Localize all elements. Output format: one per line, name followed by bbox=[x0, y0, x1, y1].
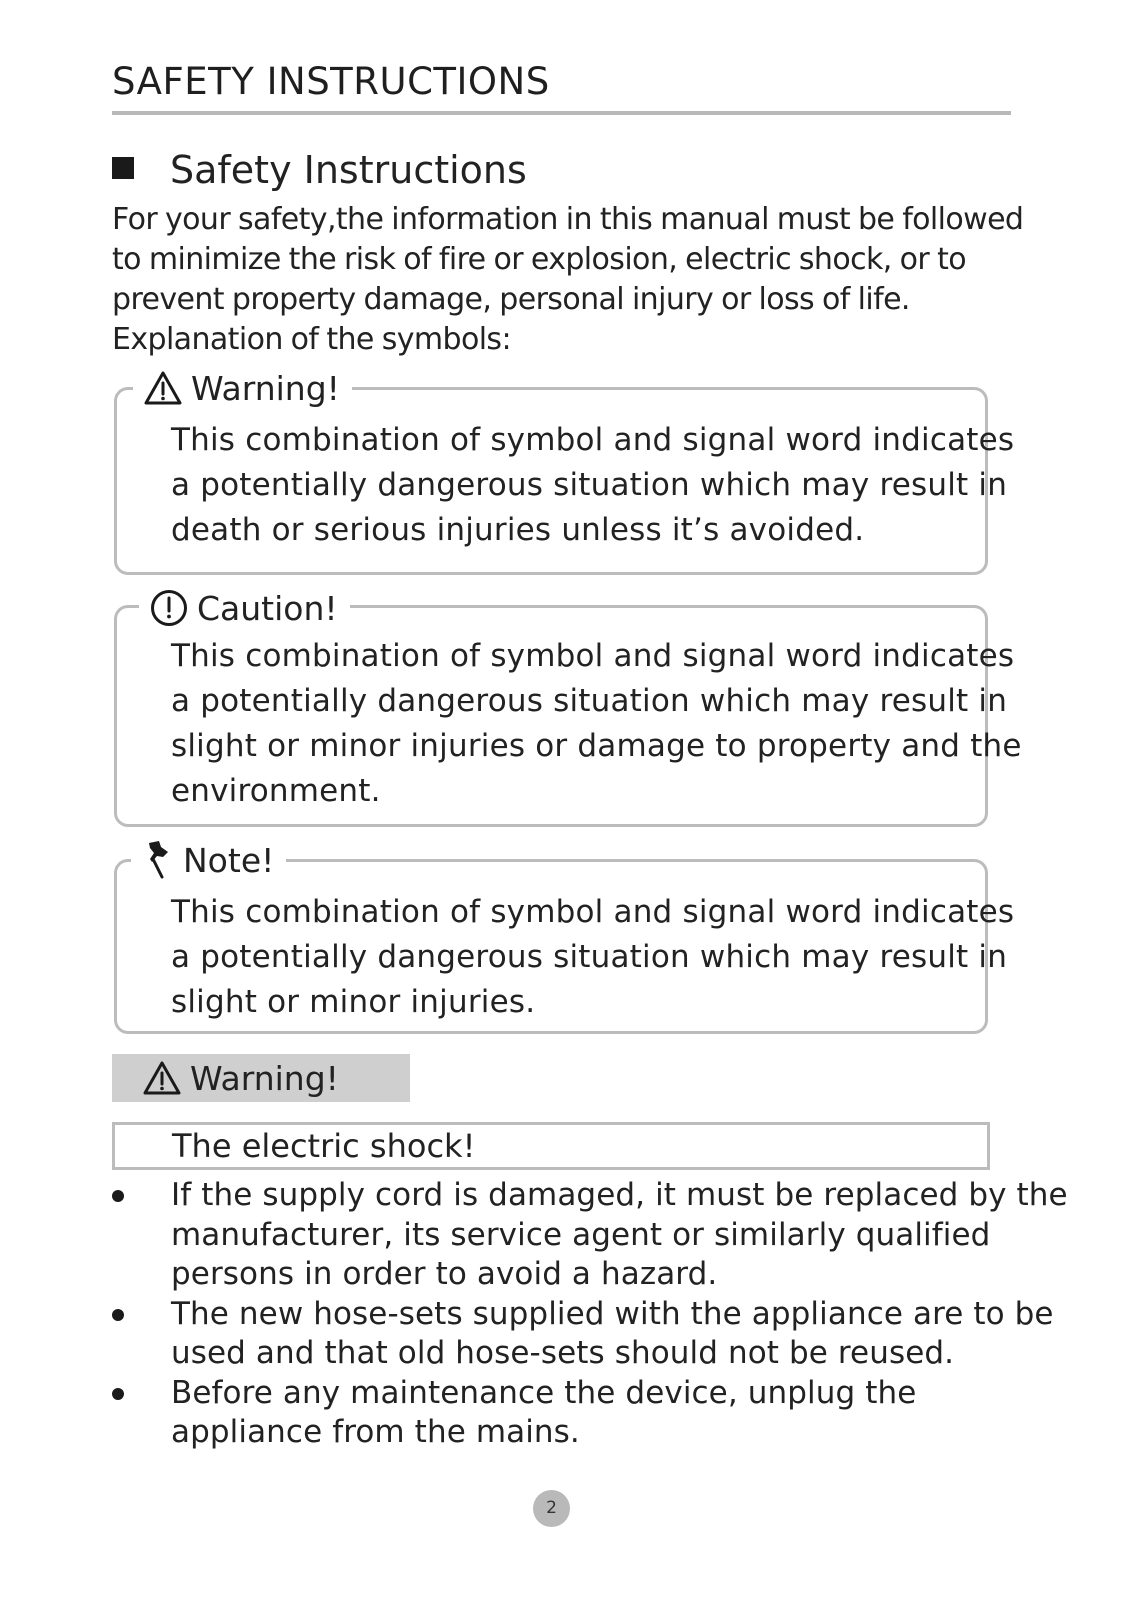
caution-legend bbox=[139, 584, 350, 632]
intro-line: prevent property damage, personal injury or loss of life. bbox=[112, 282, 910, 317]
caution-line: environment. bbox=[171, 773, 381, 809]
note-description bbox=[171, 890, 1015, 1025]
note-line: This combination of symbol and signal word indicates bbox=[171, 894, 1015, 930]
bullet-line: If the supply cord is damaged, it must be replaced by the bbox=[171, 1177, 1068, 1213]
intro-line: to minimize the risk of fire or explosion, electric shock, or to bbox=[112, 242, 966, 277]
caution-line: a potentially dangerous situation which may result in bbox=[171, 683, 1008, 719]
warning-triangle-icon bbox=[142, 1060, 182, 1096]
bullet-line: appliance from the mains. bbox=[171, 1414, 580, 1450]
note-line: a potentially dangerous situation which may result in bbox=[171, 939, 1008, 975]
note-label: Note! bbox=[183, 840, 275, 880]
caution-description bbox=[171, 634, 1022, 814]
note-symbol-box bbox=[114, 840, 1015, 1034]
warning-label: Warning! bbox=[191, 368, 340, 408]
warning-description bbox=[171, 418, 1015, 553]
list-item bbox=[112, 1176, 1068, 1295]
caution-line: slight or minor injuries or damage to property and the bbox=[171, 728, 1022, 764]
intro-line: For your safety,the information in this manual must be followed bbox=[112, 202, 1024, 237]
caution-label: Caution! bbox=[197, 588, 338, 628]
list-item bbox=[112, 1295, 1054, 1374]
bullet-dot-icon bbox=[112, 1388, 124, 1400]
section-title: Safety Instructions bbox=[170, 148, 527, 192]
bullet-dot-icon bbox=[112, 1309, 124, 1321]
warning-symbol-box bbox=[114, 368, 1015, 575]
warning-line: death or serious injuries unless it’s avoided. bbox=[171, 512, 865, 548]
caution-circle-icon bbox=[149, 588, 189, 628]
list-item bbox=[112, 1374, 1022, 1453]
electric-shock-heading: The electric shock! bbox=[172, 1127, 476, 1165]
warning-legend bbox=[133, 364, 352, 412]
warning-banner bbox=[112, 1054, 410, 1102]
caution-symbol-box bbox=[114, 588, 1022, 827]
intro-line: Explanation of the symbols: bbox=[112, 322, 511, 357]
warning-line: a potentially dangerous situation which may result in bbox=[171, 467, 1008, 503]
warning-triangle-icon bbox=[143, 370, 183, 406]
note-line: slight or minor injuries. bbox=[171, 984, 536, 1020]
bullet-line: used and that old hose-sets should not be reused. bbox=[171, 1335, 955, 1371]
intro-paragraph bbox=[112, 200, 1024, 360]
square-bullet-icon bbox=[112, 157, 134, 179]
note-legend bbox=[131, 836, 286, 884]
warning-banner-label: Warning! bbox=[190, 1058, 339, 1098]
bullet-dot-icon bbox=[112, 1190, 124, 1202]
bullet-line: persons in order to avoid a hazard. bbox=[171, 1256, 718, 1292]
page-number-badge: 2 bbox=[533, 1490, 570, 1527]
header-divider bbox=[112, 111, 1011, 115]
electric-shock-box bbox=[112, 1122, 990, 1170]
bullet-line: manufacturer, its service agent or similarly qualified bbox=[171, 1216, 991, 1253]
page-header-title: SAFETY INSTRUCTIONS bbox=[112, 60, 550, 103]
warning-line: This combination of symbol and signal word indicates bbox=[171, 422, 1015, 458]
warning-bullet-list bbox=[112, 1176, 1068, 1453]
pushpin-icon bbox=[141, 839, 175, 881]
caution-line: This combination of symbol and signal word indicates bbox=[171, 638, 1015, 674]
bullet-line: The new hose-sets supplied with the appliance are to be bbox=[171, 1295, 1054, 1332]
section-heading bbox=[112, 146, 527, 194]
bullet-line: Before any maintenance the device, unplug the bbox=[171, 1374, 917, 1411]
